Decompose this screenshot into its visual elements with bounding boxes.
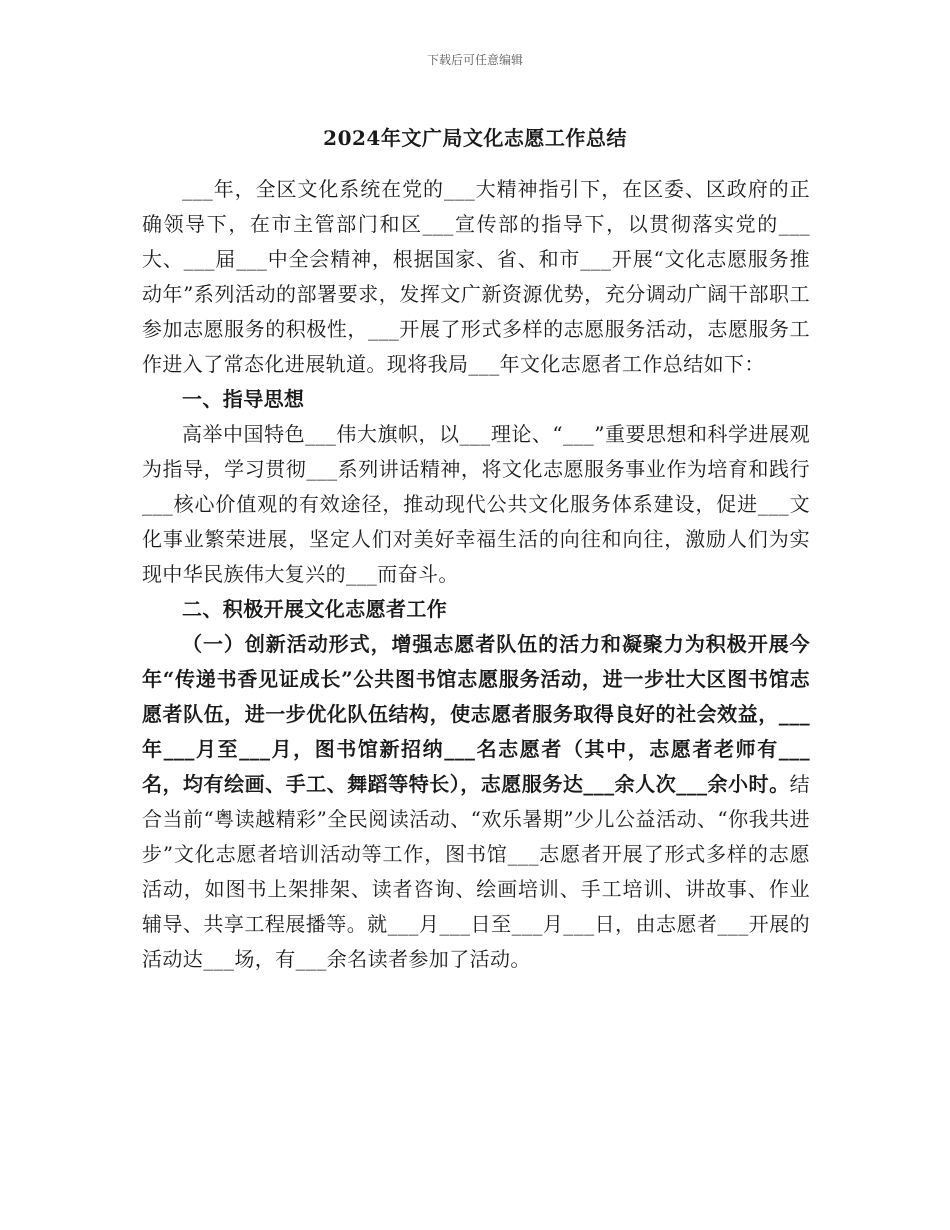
subsection-innovation-text: 结合当前“粤读越精彩”全民阅读活动、“欢乐暑期”少儿公益活动、“你我共进步”文化志愿者培训活动等工作，图书馆___志愿者开展了形式多样的志愿活动，如图书上架排架、读者咨询、绘画培训、手工培训、讲故事、作业辅导、共享工程展播等。就___月___日至___月___日，由志愿者___开展的活动达___场，有___余名读者参加了活动。 — [142, 772, 810, 971]
document-title: 2024年文广局文化志愿工作总结 — [323, 126, 627, 150]
volunteer-work-paragraph — [142, 627, 810, 977]
intro-paragraph: ___年，全区文化系统在党的___大精神指引下，在区委、区政府的正确领导下，在市主管部门和区___宣传部的指导下，以贯彻落实党的___大、___届___中全会精神，根据国家、省、和市___开展“文化志愿服务推动年”系列活动的部署要求，发挥文广新资源优势，充分调动广阔干部职工参加志愿服务的积极性，___开展了形式多样的志愿服务活动，志愿服务工作进入了常态化进展轨道。现将我局___年文化志愿者工作总结如下： — [142, 177, 810, 376]
subsection-innovation-bold-text: （一）创新活动形式，增强志愿者队伍的活力和凝聚力为积极开展今年“传递书香见证成长”公共图书馆志愿服务活动，进一步壮大区图书馆志愿者队伍，进一步优化队伍结构，使志愿者服务取得良好的社会效益，___年___月至___月，图书馆新招纳___名志愿者（其中，志愿者老师有___名，均有绘画、手工、舞蹈等特长），志愿服务达___余人次___余小时。 — [142, 632, 810, 796]
document-body — [142, 172, 810, 977]
guiding-ideology-paragraph: 高举中国特色___伟大旗帜，以___理论、“___”重要思想和科学进展观为指导，学习贯彻___系列讲话精神，将文化志愿服务事业作为培育和践行___核心价值观的有效途径，推动现代公共文化服务体系建设，促进___文化事业繁荣进展，坚定人们对美好幸福生活的向往和向往，激励人们为实现中华民族伟大复兴的___而奋斗。 — [142, 422, 810, 586]
page-header-note: 下载后可任意编辑 — [426, 53, 523, 67]
section-heading-volunteer-work: 二、积极开展文化志愿者工作 — [182, 597, 448, 621]
section-heading-guiding-ideology: 一、指导思想 — [182, 387, 305, 411]
